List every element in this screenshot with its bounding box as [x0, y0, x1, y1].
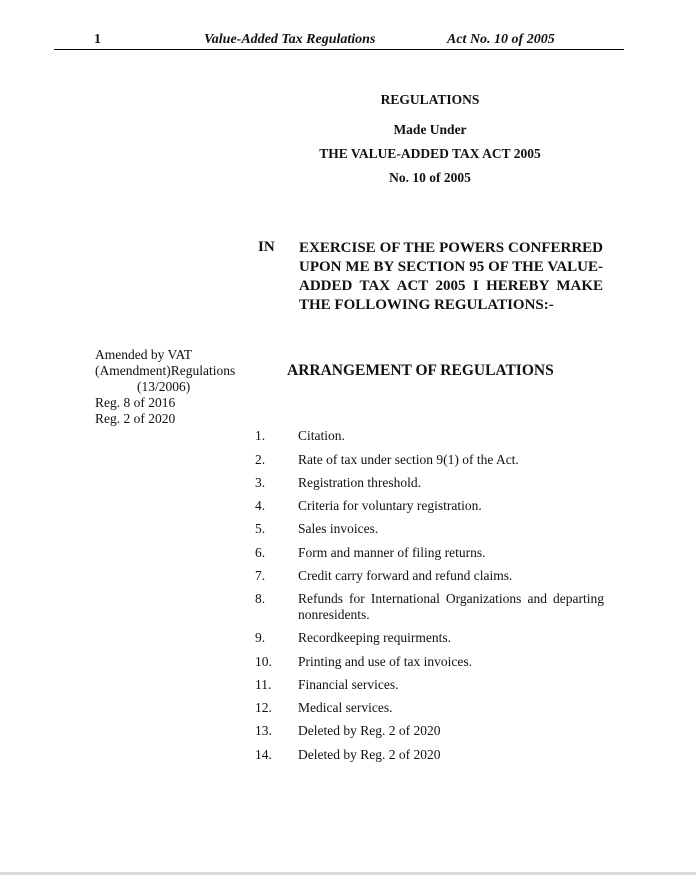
item-number: 12. [255, 700, 272, 715]
item-number: 5. [255, 521, 266, 536]
item-text: Refunds for International Organizations and departing nonresidents. [298, 591, 604, 622]
item-text: Deleted by Reg. 2 of 2020 [298, 747, 441, 762]
act-number-line: No. 10 of 2005 [389, 170, 471, 185]
margin-note-line: (13/2006) [137, 379, 191, 394]
item-number: 13. [255, 723, 272, 738]
enacting-clause: EXERCISE OF THE POWERS CONFERRED UPON ME BY SECTION 95 OF THE VALUE-ADDED TAX ACT 2005 I HEREBY MAKE THE FOLLOWING REGULATIONS:- [299, 240, 603, 313]
item-text: Registration threshold. [298, 475, 421, 490]
item-number: 14. [255, 747, 272, 762]
item-text: Citation. [298, 428, 345, 443]
act-name-line: THE VALUE-ADDED TAX ACT 2005 [319, 146, 541, 161]
item-text: Deleted by Reg. 2 of 2020 [298, 723, 441, 738]
running-title: Value-Added Tax Regulations [204, 32, 376, 47]
item-number: 2. [255, 452, 266, 467]
margin-note-line: Amended by VAT [95, 347, 192, 362]
item-number: 8. [255, 591, 266, 606]
enacting-clause-lead: IN [258, 239, 275, 255]
margin-note-line: Reg. 2 of 2020 [95, 411, 176, 426]
item-number: 10. [255, 654, 272, 669]
item-number: 3. [255, 475, 266, 490]
arrangement-heading: ARRANGEMENT OF REGULATIONS [287, 362, 554, 379]
item-text: Credit carry forward and refund claims. [298, 568, 513, 583]
item-text: Form and manner of filing returns. [298, 545, 486, 560]
item-text: Sales invoices. [298, 521, 379, 536]
running-act: Act No. 10 of 2005 [447, 32, 555, 47]
item-number: 9. [255, 630, 266, 645]
margin-note-line: (Amendment)Regulations [95, 363, 236, 378]
item-text: Printing and use of tax invoices. [298, 654, 472, 669]
item-number: 1. [255, 428, 266, 443]
page-number: 1 [94, 32, 101, 47]
item-number: 4. [255, 498, 266, 513]
item-number: 6. [255, 545, 266, 560]
header-rule [54, 49, 624, 50]
regulations-heading: REGULATIONS [380, 92, 480, 107]
item-text: Medical services. [298, 700, 393, 715]
item-number: 7. [255, 568, 266, 583]
margin-note-line: Reg. 8 of 2016 [95, 395, 176, 410]
item-text: Rate of tax under section 9(1) of the Act. [298, 452, 519, 467]
made-under-line: Made Under [393, 122, 467, 137]
item-text: Financial services. [298, 677, 399, 692]
item-text: Criteria for voluntary registration. [298, 498, 482, 513]
amendment-margin-note [95, 347, 265, 427]
item-text: Recordkeeping requirments. [298, 630, 451, 645]
item-number: 11. [255, 677, 272, 692]
